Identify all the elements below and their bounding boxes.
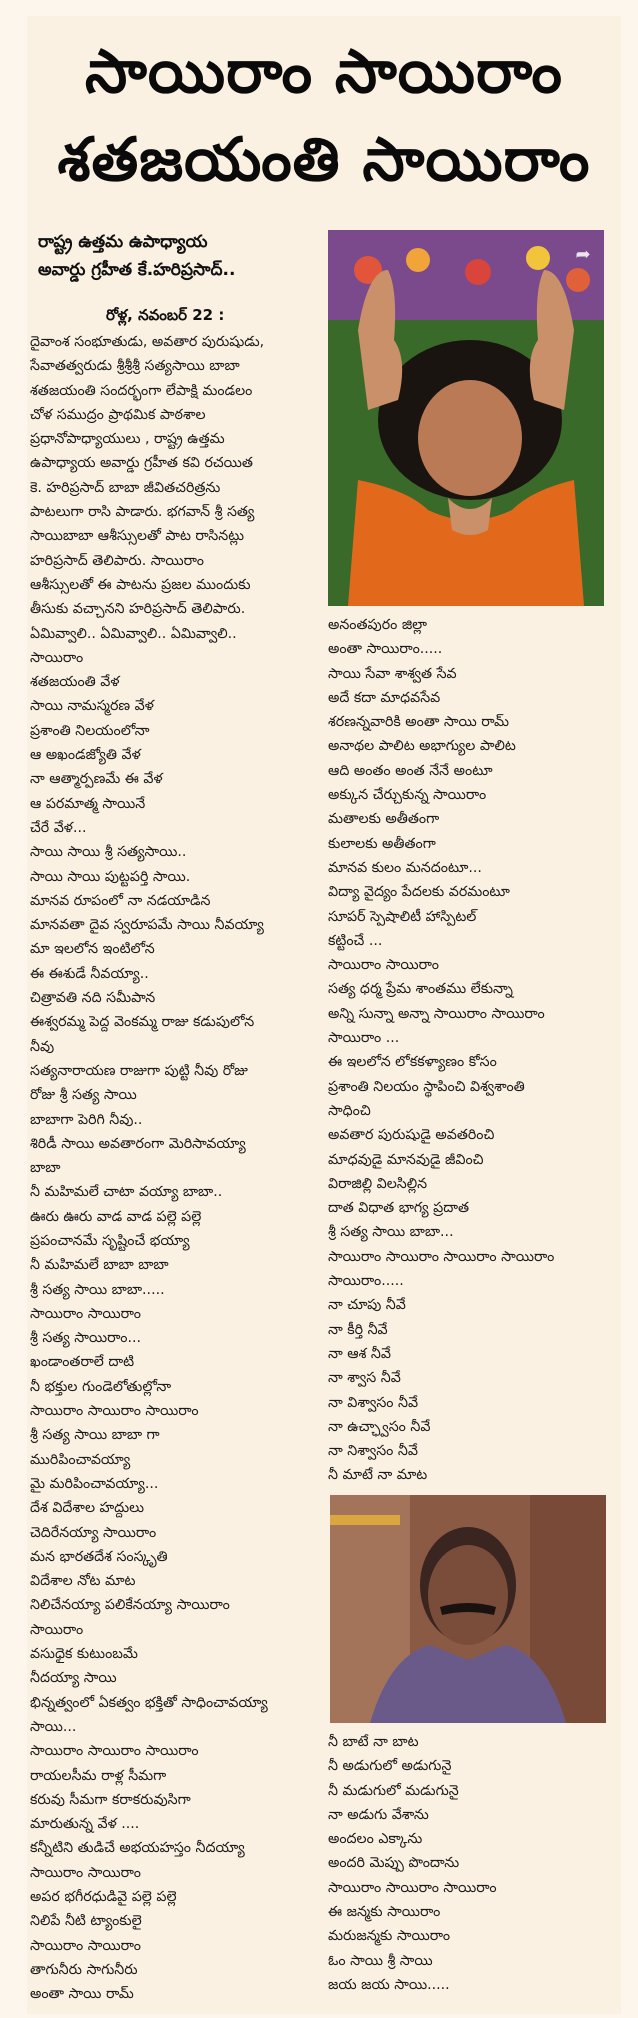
poem-line: ఓం సాయి శ్రీ సాయి — [328, 1952, 433, 1969]
poem-line: నీ మహిమలే బాబా బాబా — [30, 1257, 169, 1274]
dateline: రోళ్ల, నవంబర్ 22 : — [106, 306, 225, 324]
poem-line: తాగునీరు సాగునీరు — [30, 1961, 138, 1978]
poem-line: దాత విధాత భాగ్య ప్రదాత — [328, 1200, 469, 1217]
poem-line: అక్కున చేర్చుకున్న సాయిరాం — [328, 787, 487, 804]
article-body-right-column-bottom — [328, 1730, 618, 1997]
poem-line: కె. హరిప్రసాద్ బాబా జీవితచరిత్రను — [30, 479, 221, 496]
poem-line: నా విశ్వాసం నీవే — [328, 1394, 419, 1411]
poem-line: మానవ కులం మనదంటూ... — [328, 859, 482, 876]
poem-line: సత్య ధర్మ ప్రేమ శాంతము లేకున్నా — [328, 981, 513, 998]
poem-line: సాయిరాం సాయిరాం — [30, 1305, 141, 1322]
poem-line: కన్నీటిని తుడిచే అభయహస్తం నీదయ్యా — [30, 1840, 245, 1857]
poem-line: సేవాతత్వరుడు శ్రీశ్రీశ్రీ సత్యసాయి బాబా — [30, 358, 240, 375]
poem-line: మతాలకు అతీతంగా — [328, 811, 440, 828]
poem-line: సాయిబాబా ఆశీస్సులతో పాట రాసినట్లు — [30, 528, 245, 545]
byline-line-2: అవార్డు గ్రహీత కే.హరిప్రసాద్.. — [38, 260, 236, 280]
poem-line: నా చూపు నీవే — [328, 1297, 406, 1314]
poem-line: నిలిపే నీటి ట్యాంకులై — [30, 1913, 142, 1930]
poem-line: నీ మహిమలే చాటా వయ్యా బాబా.. — [30, 1184, 223, 1201]
sathya-sai-baba-photo — [328, 230, 604, 606]
poem-line: నా కీర్తి నీవే — [328, 1321, 388, 1338]
poem-line: సాయిరాం — [30, 649, 84, 666]
poem-line: చోళ సముద్రం ప్రాథమిక పాఠశాల — [30, 406, 206, 423]
poem-line: నీ భక్తుల గుండెలోతుల్లోనా — [30, 1378, 172, 1395]
poem-line: జయ జయ సాయి..... — [328, 1976, 450, 1993]
poem-line: మారుతున్న వేళ .... — [30, 1816, 140, 1833]
poem-line: మురిపించావయ్యా — [30, 1451, 131, 1468]
poem-line: ఈశ్వరమ్మ పెద్ద వెంకమ్మ రాజు కడుపులోన — [30, 1014, 255, 1031]
poem-line: మన భారతదేశ సంస్కృతి — [30, 1548, 168, 1565]
poem-line: ఈ ఇలలోన లోకకళ్యాణం కోసం — [328, 1054, 497, 1071]
poem-line: ప్రశాంతి నిలయం స్థాపించి విశ్వశాంతి — [328, 1078, 525, 1095]
author-illustration — [330, 1495, 606, 1723]
headline-line-1: సాయిరాం సాయిరాం — [85, 37, 563, 107]
poem-line: సాయిరాం సాయిరాం — [30, 1937, 141, 1954]
poem-line: సాయిరాం సాయిరాం సాయిరాం — [30, 1743, 199, 1760]
poem-line: సాయిరాం ... — [328, 1030, 400, 1047]
poem-line: అనాథల పాలిట అభాగ్యుల పాలిట — [328, 738, 516, 755]
poem-line: చేరే వేళ... — [30, 819, 87, 836]
poem-line: సాధించి — [328, 1102, 371, 1119]
poem-line: మరుజన్మకు సాయిరాం — [328, 1928, 451, 1945]
poem-line: మానవ రూపంలో నా నడయాడిన — [30, 892, 211, 909]
poem-line: చిత్రావతి నది సమీపాన — [30, 990, 156, 1007]
poem-line: ఆ పరమాత్మ సాయినే — [30, 795, 146, 812]
poem-line: సత్యనారాయణ రాజుగా పుట్టి నీవు రోజు — [30, 1062, 248, 1079]
poem-line: శ్రీ సత్య సాయి బాబా... — [328, 1224, 454, 1241]
poem-line: బాబా — [30, 1160, 61, 1177]
poem-line: నా ఆశ నీవే — [328, 1345, 391, 1362]
poem-line: అనంతపురం జిల్లా — [328, 617, 428, 633]
poem-line: ఖండాంతరాలే దాటి — [30, 1354, 135, 1371]
poem-line: నా అడుగు వేశాను — [328, 1806, 429, 1823]
poem-line: నీ మాటే నా మాట — [328, 1467, 428, 1484]
poem-line: నిలిచేనయ్యా పలికేనయ్యా సాయిరాం — [30, 1597, 230, 1614]
poem-line: కులాలకు అతీతంగా — [328, 835, 436, 852]
poem-line: నా ఉచ్ఛ్వాసం నీవే — [328, 1418, 431, 1435]
poem-line: అందరి మెప్పు పొందాను — [328, 1855, 460, 1872]
poem-line: ప్రశాంతి నిలయంలోనా — [30, 722, 150, 739]
poem-line: వసుధైక కుటుంబమే — [30, 1646, 138, 1663]
poem-line: ఈ జన్మకు సాయిరాం — [328, 1904, 441, 1921]
poem-line: అంతా సాయి రామ్ — [30, 1986, 134, 2003]
poem-line: శ్రీ సత్య సాయి బాబా..... — [30, 1281, 165, 1298]
poem-line: శతజయంతి వేళ — [30, 674, 120, 691]
sai-baba-illustration — [328, 230, 604, 606]
poem-line: అదే కదా మాధవసేవ — [328, 689, 441, 706]
poem-line: సాయి నామస్మరణ వేళ — [30, 698, 154, 715]
poem-line: సాయిరాం సాయిరాం సాయిరాం — [328, 1879, 497, 1896]
poem-line: సాయిరాం సాయిరాం సాయిరాం సాయిరాం — [328, 1248, 555, 1265]
article-body-right-column — [328, 613, 618, 1488]
poem-line: నీదయ్యా సాయి — [30, 1670, 117, 1687]
poem-line: శ్రీ సత్య సాయిరాం... — [30, 1330, 141, 1347]
poem-line: సాయిరాం సాయిరాం — [30, 1864, 141, 1881]
poem-line: సాయిరాం — [30, 1621, 84, 1638]
poem-line: నీ బాటే నా బాట — [328, 1734, 419, 1750]
poem-line: రోజు శ్రీ సత్య సాయి — [30, 1087, 137, 1104]
poem-line: శరణన్నవారికి అంతా సాయి రామ్ — [328, 714, 510, 731]
poem-line: కట్టించే ... — [328, 932, 383, 949]
poem-line: సాయిరాం సాయిరాం — [328, 957, 439, 974]
poem-line: బాబాగా పెరిగి నీవు.. — [30, 1111, 143, 1128]
poem-line: సాయిరాం సాయిరాం సాయిరాం — [30, 1403, 199, 1420]
poem-line: అన్ని సున్నా అన్నా సాయిరాం సాయిరాం — [328, 1005, 545, 1022]
poem-line: కరువు సీమగా కరాకరువుసిగా — [30, 1791, 191, 1808]
poem-line: ఆశీస్సులతో ఈ పాటను ప్రజల ముందుకు — [30, 576, 251, 593]
poem-line: పాటలుగా రాసి పాడారు. భగవాన్ శ్రీ సత్య — [30, 504, 255, 521]
poem-line: విద్యా వైద్యం పేదలకు వరమంటూ — [328, 884, 510, 901]
poem-line: సాయి సాయి పుట్టపర్తి సాయి. — [30, 868, 191, 885]
poem-line: సాయి... — [30, 1718, 77, 1735]
poem-line: నీ అడుగులో అడుగునై — [328, 1758, 452, 1775]
poem-line: నా నిశ్వాసం నీవే — [328, 1443, 418, 1460]
poem-line: ప్రధానోపాధ్యాయులు , రాష్ట్ర ఉత్తమ — [30, 431, 225, 448]
poem-line: విదేశాల నోట మాట — [30, 1573, 136, 1590]
poem-line: ఈ ఈశుడే నీవయ్యా.. — [30, 965, 149, 982]
poem-line: రాయలసీమ రాళ్ల సీమగా — [30, 1767, 167, 1784]
poem-line: ఏమివ్వాలి.. ఏమివ్వాలి.. ఏమివ్వాలి.. — [30, 625, 237, 642]
share-icon[interactable]: ➦ — [575, 244, 591, 265]
poem-line: దేశ విదేశాల హద్దులు — [30, 1500, 145, 1517]
poem-line: ఆ అఖండజ్యోతి వేళ — [30, 747, 141, 764]
poem-line: ఉపాధ్యాయ అవార్డు గ్రహీత కవి రచయిత — [30, 455, 253, 472]
poem-line: దైవాంశ సంభూతుడు, అవతార పురుషుడు, — [30, 334, 265, 350]
poem-line: విరాజిల్లి విలసిల్లిన — [328, 1175, 428, 1192]
author-hariprasad-photo — [330, 1495, 606, 1723]
poem-line: అందలం ఎక్కాను — [328, 1831, 423, 1848]
poem-line: నా ఆత్మార్పణమే ఈ వేళ — [30, 771, 163, 788]
headline — [27, 28, 621, 204]
poem-line: ఆది అంతం అంత నేనే అంటూ — [328, 762, 493, 779]
byline-line-1: రాష్ట్ర ఉత్తమ ఉపాధ్యాయ — [38, 232, 208, 252]
poem-line: మా ఇలలోన ఇంటిలోన — [30, 941, 155, 958]
poem-line: మై మరిపించావయ్యా... — [30, 1475, 159, 1492]
poem-line: అవతార పురుషుడై అవతరించి — [328, 1127, 495, 1144]
poem-line: శిరిడీ సాయి అవతారంగా మెరిసావయ్యా — [30, 1135, 246, 1152]
poem-line: నీ మడుగులో మడుగునై — [328, 1782, 459, 1799]
poem-line: ఊరు ఊరు వాడ వాడ పల్లె పల్లె — [30, 1208, 202, 1225]
poem-line: నా శ్వాస నీవే — [328, 1370, 401, 1387]
poem-line: శతజయంతి సందర్భంగా లేపాక్షి మండలం — [30, 382, 253, 399]
poem-line: ప్రపంచానమే సృష్టించే భయ్యా — [30, 1232, 190, 1249]
poem-line: అపర భగీరధుడివై పల్లె పల్లె — [30, 1889, 177, 1905]
poem-line: సాయి సాయి శ్రీ సత్యసాయి.. — [30, 844, 187, 861]
poem-line: అంతా సాయిరాం..... — [328, 641, 443, 658]
poem-line: మానవతా దైవ స్వరూపమే సాయి నీవయ్యా — [30, 917, 264, 934]
byline — [38, 228, 318, 284]
poem-line: మాధవుడై మానవుడై జీవించి — [328, 1151, 484, 1168]
poem-line: నీవు — [30, 1038, 55, 1055]
article-body-left-column — [30, 330, 312, 2006]
headline-line-2: శతజయంతి సాయిరాం — [57, 125, 591, 195]
poem-line: సూపర్ స్పెషాలిటీ హాస్పిటల్ — [328, 908, 477, 925]
poem-line: సాయి సేవా శాశ్వత సేవ — [328, 665, 457, 682]
poem-line: భిన్నత్వంలో ఏకత్వం భక్తితో సాధించావయ్యా — [30, 1694, 268, 1711]
poem-line: శ్రీ సత్య సాయి బాబా గా — [30, 1427, 160, 1444]
poem-line: సాయిరాం..... — [328, 1273, 404, 1290]
poem-line: హరిప్రసాద్ తెలిపారు. సాయిరాం — [30, 552, 204, 569]
poem-line: చెదిరేనయ్యా సాయిరాం — [30, 1524, 157, 1541]
poem-line: తీసుకు వచ్చానని హరిప్రసాద్ తెలిపారు. — [30, 601, 246, 618]
